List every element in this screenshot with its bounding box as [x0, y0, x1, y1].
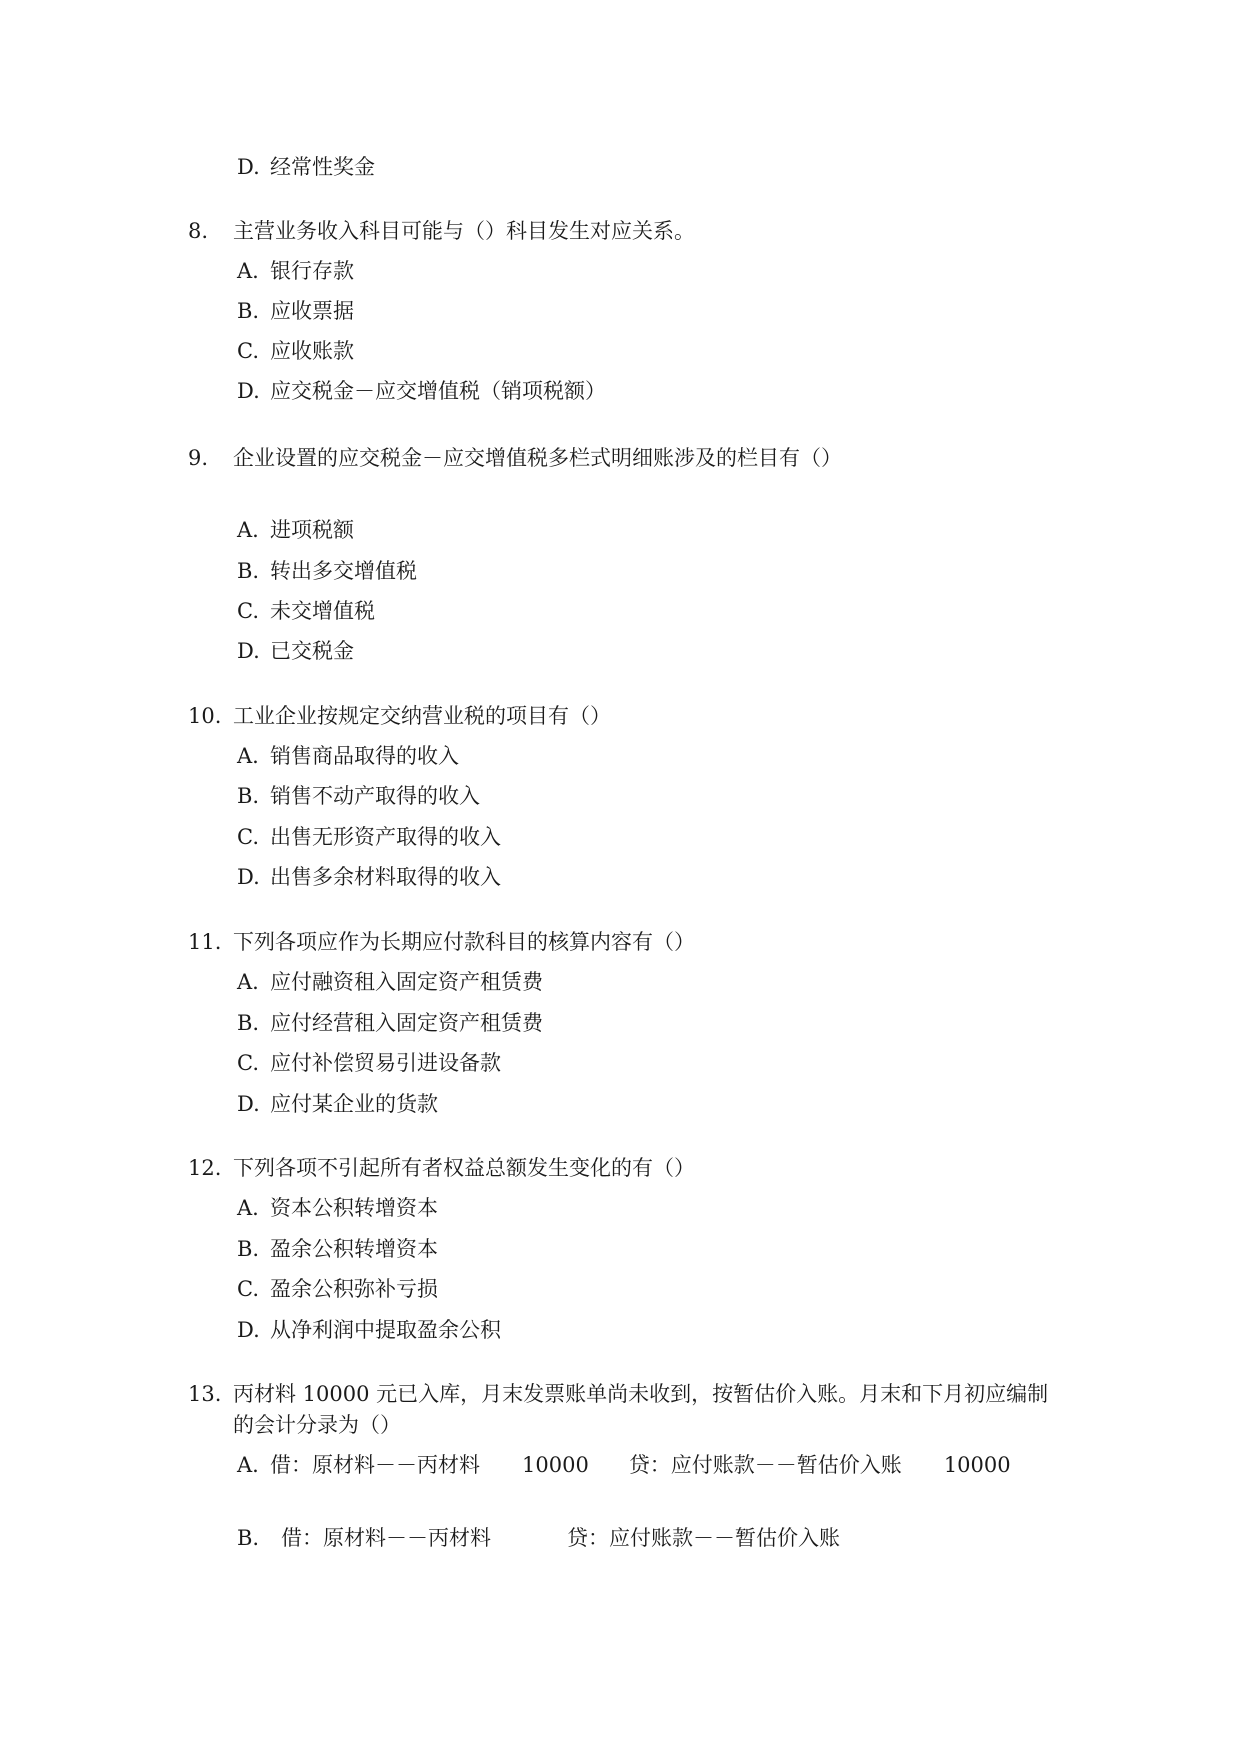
option-item: [237, 823, 501, 851]
option-item: [237, 257, 354, 285]
option-letter: D.: [237, 1092, 260, 1116]
question-text: 下列各项不引起所有者权益总额发生变化的有（）: [233, 1156, 695, 1180]
option-item: [237, 597, 375, 625]
option-item: [237, 1316, 501, 1344]
option-text: 应交税金－应交增值税（销项税额）: [270, 379, 606, 403]
option-letter: C.: [237, 1277, 259, 1301]
option-letter: B.: [237, 559, 260, 583]
option-letter: B.: [237, 1237, 260, 1261]
option-letter: C.: [237, 825, 259, 849]
option-item: [237, 297, 354, 325]
credit-entry: 贷：应付账款－－暂估价入账: [567, 1526, 840, 1550]
question-text: 主营业务收入科目可能与（）科目发生对应关系。: [233, 219, 695, 243]
option-letter: A.: [237, 259, 259, 283]
option-text: 出售无形资产取得的收入: [270, 825, 501, 849]
option-letter: B.: [237, 784, 260, 808]
option-item: [237, 863, 501, 891]
option-letter: C.: [237, 599, 259, 623]
option-text: 已交税金: [270, 639, 354, 663]
option-text: 资本公积转增资本: [270, 1196, 438, 1220]
option-text: 应付经营租入固定资产租赁费: [270, 1011, 543, 1035]
option-item: [237, 1524, 840, 1552]
option-text: 应付补偿贸易引进设备款: [270, 1051, 501, 1075]
option-text: 盈余公积转增资本: [270, 1237, 438, 1261]
option-item: [237, 1275, 438, 1303]
question-number: 12.: [188, 1156, 222, 1180]
option-text: 银行存款: [270, 259, 354, 283]
option-item: [237, 337, 354, 365]
option-letter: D.: [237, 379, 260, 403]
option-text: 销售不动产取得的收入: [270, 784, 480, 808]
option-item: [237, 377, 606, 405]
debit-amount: 10000: [522, 1453, 589, 1477]
option-text: 未交增值税: [270, 599, 375, 623]
debit-entry: 借：原材料－－丙材料: [281, 1526, 491, 1550]
option-item: [237, 1235, 438, 1263]
option-text: 应付某企业的货款: [270, 1092, 438, 1116]
question-number: 13.: [188, 1382, 222, 1406]
option-text: 应收账款: [270, 339, 354, 363]
option-item: [237, 516, 354, 544]
option-item: [237, 1194, 438, 1222]
option-item: [237, 742, 459, 770]
question-number: 9.: [188, 446, 209, 470]
question-text-line-2: 的会计分录为（）: [233, 1413, 401, 1437]
question-text: 下列各项应作为长期应付款科目的核算内容有（）: [233, 930, 695, 954]
option-text: 转出多交增值税: [270, 559, 417, 583]
option-item: [237, 1451, 1011, 1479]
question-text: 工业企业按规定交纳营业税的项目有（）: [233, 704, 611, 728]
option-item: [237, 1090, 438, 1118]
credit-amount: 10000: [943, 1453, 1011, 1477]
option-letter: C.: [237, 1051, 259, 1075]
option-letter: A.: [237, 1196, 259, 1220]
option-item: [237, 782, 480, 810]
option-text: 从净利润中提取盈余公积: [270, 1318, 501, 1342]
option-item: [237, 153, 375, 181]
option-item: [237, 1009, 543, 1037]
option-letter: B.: [237, 1526, 260, 1550]
question-text: 企业设置的应交税金－应交增值税多栏式明细账涉及的栏目有（）: [233, 446, 842, 470]
option-text: 出售多余材料取得的收入: [270, 865, 501, 889]
option-letter: B.: [237, 299, 260, 323]
option-letter: A.: [237, 518, 259, 542]
option-item: [237, 1049, 501, 1077]
question-number: 8.: [188, 219, 209, 243]
option-text: 应付融资租入固定资产租赁费: [270, 970, 543, 994]
credit-entry: 贷：应付账款－－暂估价入账: [628, 1453, 902, 1477]
option-text: 盈余公积弥补亏损: [270, 1277, 438, 1301]
option-text: 经常性奖金: [270, 155, 375, 179]
debit-entry: 借：原材料－－丙材料: [270, 1453, 480, 1477]
question-number: 11.: [188, 930, 222, 954]
question-text-line-1: 丙材料 10000 元已入库，月末发票账单尚未收到，按暂估价入账。月末和下月初应编制: [233, 1382, 1049, 1406]
option-letter: D.: [237, 639, 260, 663]
question-number: 10.: [188, 704, 222, 728]
option-letter: A.: [237, 970, 259, 994]
option-text: 应收票据: [270, 299, 354, 323]
option-letter: D.: [237, 865, 260, 889]
option-letter: D.: [237, 155, 260, 179]
option-letter: B.: [237, 1011, 260, 1035]
option-item: [237, 968, 543, 996]
option-letter: C.: [237, 339, 259, 363]
option-letter: A.: [237, 744, 259, 768]
option-letter: A.: [237, 1453, 259, 1477]
option-letter: D.: [237, 1318, 260, 1342]
option-item: [237, 637, 354, 665]
option-text: 进项税额: [270, 518, 354, 542]
option-item: [237, 557, 417, 585]
option-text: 销售商品取得的收入: [270, 744, 459, 768]
